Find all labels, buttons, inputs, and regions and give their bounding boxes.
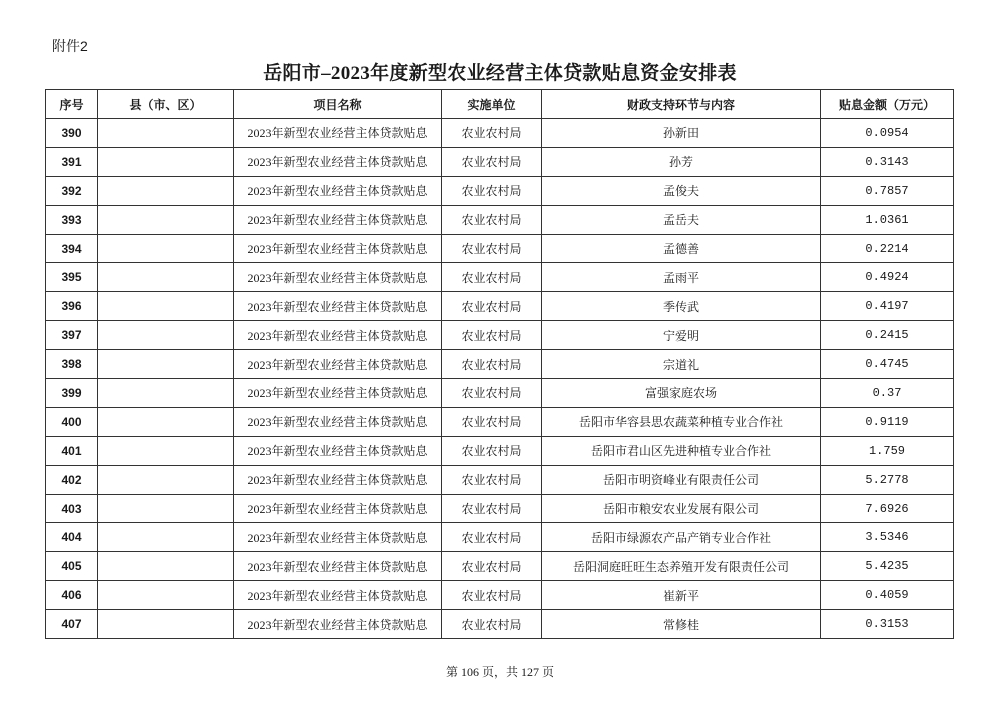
county-cell — [98, 581, 234, 610]
header-implementing-unit: 实施单位 — [442, 90, 542, 119]
row-number-cell: 401 — [46, 436, 98, 465]
county-cell — [98, 350, 234, 379]
implementing-unit-cell: 农业农村局 — [442, 292, 542, 321]
implementing-unit-cell: 农业农村局 — [442, 610, 542, 639]
support-content-cell: 孟德善 — [542, 234, 821, 263]
table-row — [46, 610, 954, 639]
implementing-unit-cell: 农业农村局 — [442, 263, 542, 292]
county-cell — [98, 292, 234, 321]
implementing-unit-cell: 农业农村局 — [442, 205, 542, 234]
support-content-cell: 孙芳 — [542, 147, 821, 176]
support-content-cell: 岳阳市明资峰业有限责任公司 — [542, 465, 821, 494]
support-content-cell: 季传武 — [542, 292, 821, 321]
table-row — [46, 205, 954, 234]
county-cell — [98, 321, 234, 350]
row-number-cell: 406 — [46, 581, 98, 610]
row-number-cell: 399 — [46, 379, 98, 408]
subsidy-amount-cell: 0.4745 — [821, 350, 954, 379]
support-content-cell: 岳阳市粮安农业发展有限公司 — [542, 494, 821, 523]
implementing-unit-cell: 农业农村局 — [442, 234, 542, 263]
support-content-cell: 岳阳市君山区先进种植专业合作社 — [542, 436, 821, 465]
row-number-cell: 396 — [46, 292, 98, 321]
implementing-unit-cell: 农业农村局 — [442, 523, 542, 552]
table-row — [46, 350, 954, 379]
county-cell — [98, 147, 234, 176]
row-number-cell: 404 — [46, 523, 98, 552]
table-row — [46, 379, 954, 408]
header-county: 县（市、区） — [98, 90, 234, 119]
table-row — [46, 436, 954, 465]
table-row — [46, 552, 954, 581]
project-name-cell: 2023年新型农业经营主体贷款贴息 — [234, 176, 442, 205]
subsidy-amount-cell: 0.3143 — [821, 147, 954, 176]
project-name-cell: 2023年新型农业经营主体贷款贴息 — [234, 147, 442, 176]
support-content-cell: 孟雨平 — [542, 263, 821, 292]
table-row — [46, 321, 954, 350]
table-row — [46, 263, 954, 292]
header-project-name: 项目名称 — [234, 90, 442, 119]
support-content-cell: 富强家庭农场 — [542, 379, 821, 408]
subsidy-table — [45, 89, 954, 639]
row-number-cell: 398 — [46, 350, 98, 379]
table-row — [46, 147, 954, 176]
subsidy-amount-cell: 5.2778 — [821, 465, 954, 494]
table-row — [46, 119, 954, 148]
page-footer: 第 106 页，共 127 页 — [445, 665, 554, 679]
implementing-unit-cell: 农业农村局 — [442, 176, 542, 205]
county-cell — [98, 119, 234, 148]
row-number-cell: 407 — [46, 610, 98, 639]
implementing-unit-cell: 农业农村局 — [442, 321, 542, 350]
subsidy-amount-cell: 0.7857 — [821, 176, 954, 205]
subsidy-amount-cell: 0.2214 — [821, 234, 954, 263]
project-name-cell: 2023年新型农业经营主体贷款贴息 — [234, 407, 442, 436]
support-content-cell: 孟岳夫 — [542, 205, 821, 234]
county-cell — [98, 436, 234, 465]
table-row — [46, 234, 954, 263]
row-number-cell: 391 — [46, 147, 98, 176]
subsidy-amount-cell: 3.5346 — [821, 523, 954, 552]
support-content-cell: 孙新田 — [542, 119, 821, 148]
row-number-cell: 395 — [46, 263, 98, 292]
subsidy-amount-cell: 0.0954 — [821, 119, 954, 148]
table-row — [46, 494, 954, 523]
implementing-unit-cell: 农业农村局 — [442, 581, 542, 610]
subsidy-amount-cell: 0.9119 — [821, 407, 954, 436]
support-content-cell: 崔新平 — [542, 581, 821, 610]
implementing-unit-cell: 农业农村局 — [442, 350, 542, 379]
document-title: 岳阳市–2023年度新型农业经营主体贷款贴息资金安排表 — [263, 63, 737, 84]
row-number-cell: 405 — [46, 552, 98, 581]
implementing-unit-cell: 农业农村局 — [442, 436, 542, 465]
table-row — [46, 581, 954, 610]
project-name-cell: 2023年新型农业经营主体贷款贴息 — [234, 321, 442, 350]
subsidy-amount-cell: 0.4059 — [821, 581, 954, 610]
county-cell — [98, 234, 234, 263]
implementing-unit-cell: 农业农村局 — [442, 379, 542, 408]
support-content-cell: 常修桂 — [542, 610, 821, 639]
implementing-unit-cell: 农业农村局 — [442, 407, 542, 436]
implementing-unit-cell: 农业农村局 — [442, 552, 542, 581]
county-cell — [98, 205, 234, 234]
project-name-cell: 2023年新型农业经营主体贷款贴息 — [234, 292, 442, 321]
project-name-cell: 2023年新型农业经营主体贷款贴息 — [234, 263, 442, 292]
subsidy-amount-cell: 0.3153 — [821, 610, 954, 639]
support-content-cell: 宗道礼 — [542, 350, 821, 379]
row-number-cell: 393 — [46, 205, 98, 234]
header-subsidy-amount: 贴息金额（万元） — [821, 90, 954, 119]
project-name-cell: 2023年新型农业经营主体贷款贴息 — [234, 552, 442, 581]
project-name-cell: 2023年新型农业经营主体贷款贴息 — [234, 350, 442, 379]
subsidy-amount-cell: 1.759 — [821, 436, 954, 465]
subsidy-amount-cell: 0.4924 — [821, 263, 954, 292]
row-number-cell: 394 — [46, 234, 98, 263]
project-name-cell: 2023年新型农业经营主体贷款贴息 — [234, 610, 442, 639]
table-row — [46, 407, 954, 436]
table-row — [46, 292, 954, 321]
county-cell — [98, 379, 234, 408]
county-cell — [98, 465, 234, 494]
row-number-cell: 390 — [46, 119, 98, 148]
row-number-cell: 403 — [46, 494, 98, 523]
support-content-cell: 宁爱明 — [542, 321, 821, 350]
header-support-content: 财政支持环节与内容 — [542, 90, 821, 119]
row-number-cell: 392 — [46, 176, 98, 205]
subsidy-amount-cell: 0.37 — [821, 379, 954, 408]
table-row — [46, 523, 954, 552]
row-number-cell: 397 — [46, 321, 98, 350]
support-content-cell: 孟俊夫 — [542, 176, 821, 205]
project-name-cell: 2023年新型农业经营主体贷款贴息 — [234, 379, 442, 408]
subsidy-amount-cell: 0.2415 — [821, 321, 954, 350]
project-name-cell: 2023年新型农业经营主体贷款贴息 — [234, 465, 442, 494]
implementing-unit-cell: 农业农村局 — [442, 147, 542, 176]
support-content-cell: 岳阳市绿源农产品产销专业合作社 — [542, 523, 821, 552]
county-cell — [98, 494, 234, 523]
project-name-cell: 2023年新型农业经营主体贷款贴息 — [234, 205, 442, 234]
project-name-cell: 2023年新型农业经营主体贷款贴息 — [234, 119, 442, 148]
project-name-cell: 2023年新型农业经营主体贷款贴息 — [234, 234, 442, 263]
table-body — [46, 119, 954, 639]
row-number-cell: 402 — [46, 465, 98, 494]
row-number-cell: 400 — [46, 407, 98, 436]
county-cell — [98, 176, 234, 205]
county-cell — [98, 523, 234, 552]
project-name-cell: 2023年新型农业经营主体贷款贴息 — [234, 436, 442, 465]
subsidy-amount-cell: 1.0361 — [821, 205, 954, 234]
project-name-cell: 2023年新型农业经营主体贷款贴息 — [234, 581, 442, 610]
subsidy-amount-cell: 7.6926 — [821, 494, 954, 523]
subsidy-amount-cell: 0.4197 — [821, 292, 954, 321]
county-cell — [98, 552, 234, 581]
county-cell — [98, 263, 234, 292]
attachment-label: 附件2 — [52, 38, 88, 54]
table-header — [46, 90, 954, 119]
implementing-unit-cell: 农业农村局 — [442, 119, 542, 148]
support-content-cell: 岳阳洞庭旺旺生态养殖开发有限责任公司 — [542, 552, 821, 581]
county-cell — [98, 610, 234, 639]
table-row — [46, 176, 954, 205]
table-row — [46, 465, 954, 494]
implementing-unit-cell: 农业农村局 — [442, 465, 542, 494]
county-cell — [98, 407, 234, 436]
subsidy-amount-cell: 5.4235 — [821, 552, 954, 581]
header-row — [46, 90, 954, 119]
project-name-cell: 2023年新型农业经营主体贷款贴息 — [234, 523, 442, 552]
implementing-unit-cell: 农业农村局 — [442, 494, 542, 523]
header-row-number: 序号 — [46, 90, 98, 119]
project-name-cell: 2023年新型农业经营主体贷款贴息 — [234, 494, 442, 523]
support-content-cell: 岳阳市华容县思农蔬菜种植专业合作社 — [542, 407, 821, 436]
